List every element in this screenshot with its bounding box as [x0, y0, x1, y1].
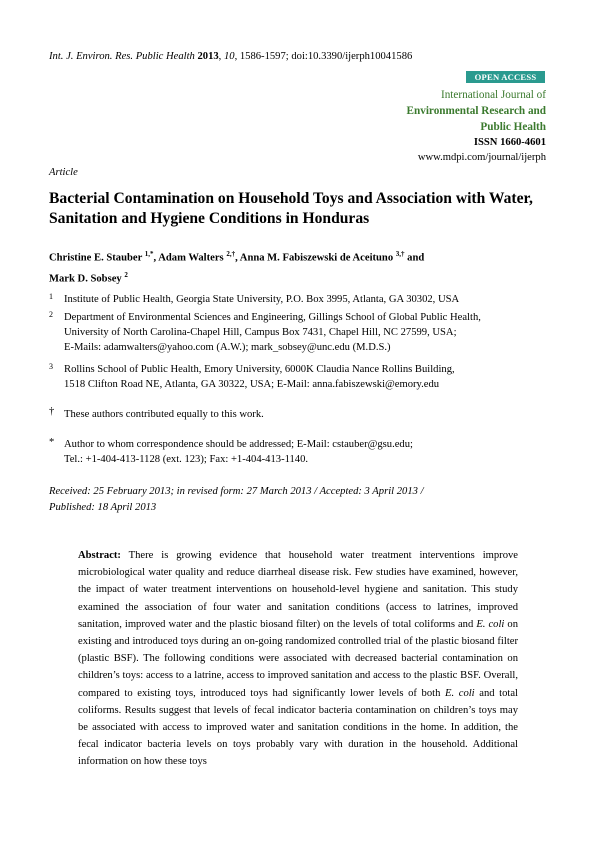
correspondence-note: Author to whom correspondence should be addressed; E-Mail: cstauber@gsu.edu; Tel.: +1-404-413-1128 (ext. 123); Fax: +1-404-413-1140.: [64, 439, 413, 465]
abstract: Abstract: There is growing evidence that household water treatment interventions improve microbiological water quality and reduce diarrheal disease risk. Few studies have examined, however, the impact of water treatment interventions on household-level hygiene and sanitation. This study examined the association of four water and sanitation conditions (access to latrines, improved sanitation, improved water and the plastic biosand filter) on the levels of total coliforms and E. coli on existing and introduced toys during an on-going randomized controlled trial of the plastic biosand filter (plastic BSF). The following conditions were associated with decreased bacterial contamination on children’s toys: access to a latrine, access to improved sanitation and access to the plastic BSF. Overall, compared to existing toys, introduced toys had significantly lower levels of both E. coli and total coliforms. Results suggest that levels of fecal indicator bacteria contamination on children’s toys may be associated with access to improved water and sanitation conditions in the home. In addition, the fecal indicator bacteria levels on toys probably vary with duration in the household. Additional information on how these toys: [78, 550, 518, 768]
equal-contribution-note: These authors contributed equally to this work.: [64, 409, 264, 420]
author-sup: 2: [124, 270, 128, 279]
author-name: Christine E. Stauber: [49, 252, 143, 264]
open-access-badge: OPEN ACCESS: [466, 71, 545, 83]
volume: 10: [223, 51, 235, 62]
article-type: Article: [49, 167, 78, 178]
affiliation-mark: 2: [49, 310, 53, 319]
note-mark: *: [49, 437, 55, 448]
issn: ISSN 1660-4601: [473, 137, 546, 148]
author-name: Mark D. Sobsey: [49, 273, 122, 285]
article-title: Bacterial Contamination on Household Toys and Association with Water, Sanitation and Hygiene Conditions in Honduras: [49, 190, 533, 227]
author-sup: 1,*: [144, 250, 154, 258]
affiliation-3: Rollins School of Public Health, Emory University, 6000K Claudia Nance Rollins Building, 1518 Clifton Road NE, Atlanta, GA 30322, USA; E-Mail: anna.fabiszewski@emory.edu: [64, 364, 455, 390]
author-sup: 3,†: [395, 250, 405, 258]
journal-abbrev: Int. J. Environ. Res. Public Health: [49, 51, 195, 62]
publication-history: Received: 25 February 2013; in revised form: 27 March 2013 / Accepted: 3 April 2013 / Published: 18 April 2013: [49, 486, 424, 513]
journal-name-line2: Environmental Research and: [406, 105, 546, 117]
pages-doi: , 1586-1597; doi:10.3390/ijerph10041586: [234, 51, 413, 62]
author-name: Anna M. Fabiszewski de Aceituno: [239, 252, 394, 264]
journal-name-line3: Public Health: [480, 121, 546, 133]
citation-line: Int. J. Environ. Res. Public Health 2013, 10, 1586-1597; doi:10.3390/ijerph10041586: [49, 51, 413, 62]
year: 2013: [197, 51, 219, 62]
author-name: Adam Walters: [158, 252, 224, 264]
abstract-label: Abstract:: [78, 550, 121, 561]
author-list: Christine E. Stauber $^{1,*}$, Adam Walters $^{2,\dagger}$, Anna M. Fabiszewski de Aceituno $^{3,\dagger}$ and Mark D. Sobsey $^2$: [49, 250, 425, 285]
note-mark: †: [49, 406, 55, 417]
journal-name-line1: International Journal of: [440, 89, 546, 101]
journal-url[interactable]: www.mdpi.com/journal/ijerph: [417, 152, 546, 163]
affiliation-mark: 3: [49, 362, 53, 371]
affiliation-mark: 1: [49, 292, 53, 301]
affiliation-2: Department of Environmental Sciences and Engineering, Gillings School of Global Public Health, University of North Carolina-Chapel Hill, Campus Box 7431, Chapel Hill, NC 27599, USA; E-Mails: adamwalters@yahoo.com (A.W.); mark_sobsey@unc.edu (M.D.S.): [64, 312, 481, 353]
author-sup: 2,†: [226, 250, 236, 258]
affiliation-1: Institute of Public Health, Georgia State University, P.O. Box 3995, Atlanta, GA 30302, USA: [64, 294, 460, 305]
